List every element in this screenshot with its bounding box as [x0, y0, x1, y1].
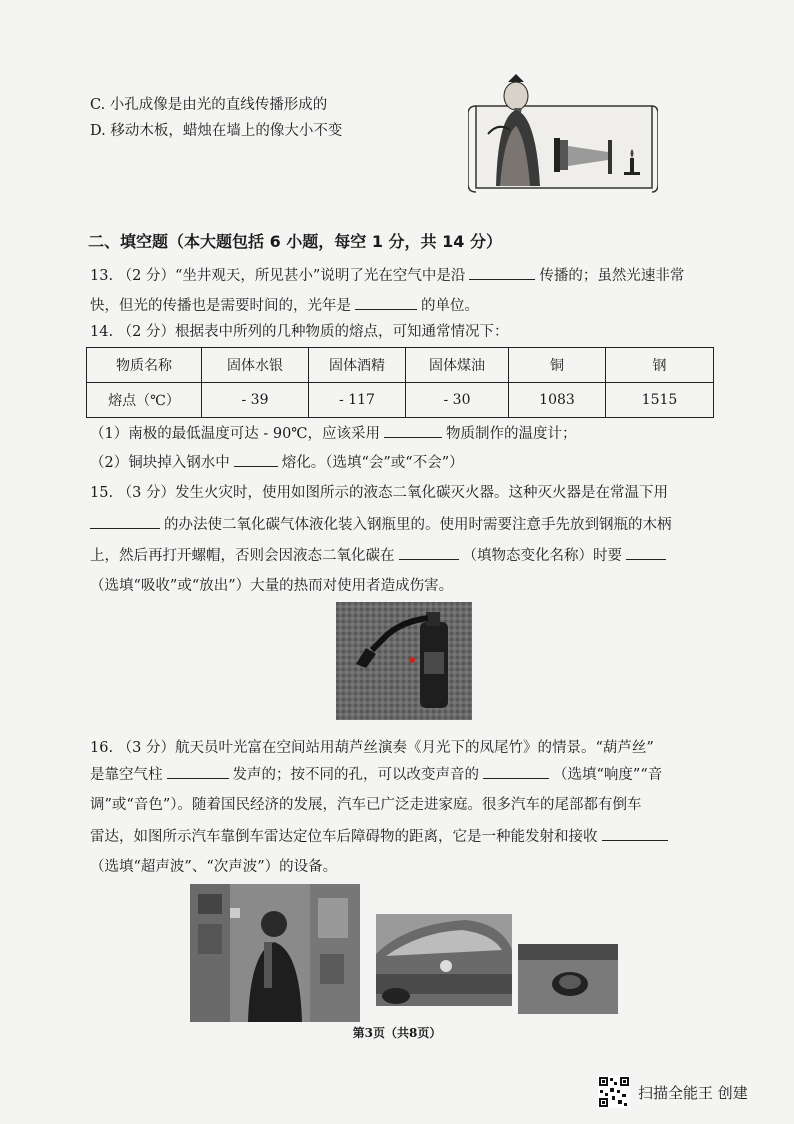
q14-intro: 14. （2 分）根据表中所列的几种物质的熔点，可知通常情况下：: [90, 324, 509, 340]
q13-blank-1[interactable]: [469, 265, 535, 280]
option-c: C. 小孔成像是由光的直线传播形成的: [90, 97, 328, 113]
q15-blank-2[interactable]: [399, 545, 459, 560]
q15-line-1: 15. （3 分）发生火灾时，使用如图所示的液态二氧化碳灭火器。这种灭火器是在常温下用: [90, 485, 668, 501]
table-cell: 固体水银: [202, 348, 309, 383]
q16-blank-1[interactable]: [167, 764, 229, 779]
q15-text-c: 上，然后再打开螺帽，否则会因液态二氧化碳在: [90, 548, 395, 564]
car-rear-photo: [376, 914, 512, 1006]
q16-text-c: （选填“响度”“音: [553, 767, 663, 783]
q14-text-b: 物质制作的温度计；: [446, 426, 577, 442]
q14-sub-1: [90, 423, 577, 444]
q14-blank-1[interactable]: [384, 423, 442, 438]
table-cell: - 30: [406, 383, 509, 418]
q14-text-d: 熔化。（选填“会”或“不会”）: [281, 455, 464, 471]
scanner-watermark: [598, 1076, 748, 1108]
section-title: 二、填空题（本大题包括 6 小题，每空 1 分，共 14 分）: [88, 232, 502, 251]
q16-line-5: （选填“超声波”、“次声波”）的设备。: [90, 859, 338, 875]
pinhole-scroll-illustration: [468, 74, 658, 194]
q14-blank-2[interactable]: [234, 452, 278, 467]
q13-text-d: 的单位。: [421, 298, 479, 314]
table-cell: 1515: [606, 383, 714, 418]
q14-text-c: （2）铜块掉入钢水中: [90, 455, 230, 471]
table-cell: 物质名称: [87, 348, 202, 383]
q15-blank-1[interactable]: [90, 514, 160, 529]
table-row: [87, 383, 714, 418]
table-cell: - 117: [309, 383, 406, 418]
reversing-radar-photo: [518, 944, 618, 1014]
q16-text-d: 雷达，如图所示汽车靠倒车雷达定位车后障碍物的距离，它是一种能发射和接收: [90, 829, 598, 845]
q16-line-2: [90, 764, 662, 785]
table-cell: 固体酒精: [309, 348, 406, 383]
table-cell: 熔点（℃）: [87, 383, 202, 418]
qr-code-icon: [598, 1076, 630, 1108]
astronaut-photo: [190, 884, 360, 1022]
table-header-row: [87, 348, 714, 383]
option-d: D. 移动木板，蜡烛在墙上的像大小不变: [90, 123, 343, 139]
q13-text-b: 传播的；虽然光速非常: [539, 268, 685, 284]
q15-line-3: [90, 545, 670, 566]
melting-point-table: [86, 347, 714, 418]
q13-line-1: [90, 265, 684, 286]
watermark-text: 扫描全能王 创建: [638, 1083, 748, 1102]
q15-line-4: （选填“吸收”或“放出”）大量的热而对使用者造成伤害。: [90, 578, 454, 594]
q16-blank-3[interactable]: [602, 826, 668, 841]
table-cell: 铜: [509, 348, 606, 383]
table-cell: 1083: [509, 383, 606, 418]
q16-line-1: 16. （3 分）航天员叶光富在空间站用葫芦丝演奏《月光下的凤尾竹》的情景。“葫芦丝”: [90, 740, 654, 756]
q15-blank-3[interactable]: [626, 545, 666, 560]
table-cell: - 39: [202, 383, 309, 418]
page-number: 第3页（共8页）: [352, 1026, 442, 1040]
q13-text-c: 快，但光的传播也是需要时间的，光年是: [90, 298, 351, 314]
q16-line-3: 调”或“音色”）。随着国民经济的发展，汽车已广泛走进家庭。很多汽车的尾部都有倒车: [90, 797, 642, 813]
q13-line-2: [90, 295, 479, 316]
table-cell: 钢: [606, 348, 714, 383]
q14-sub-2: [90, 452, 464, 473]
q15-text-d: （填物态变化名称）时要: [462, 548, 622, 564]
fire-extinguisher-photo: [336, 602, 472, 720]
q15-line-2: [90, 514, 672, 535]
q13-blank-2[interactable]: [355, 295, 417, 310]
q16-blank-2[interactable]: [483, 764, 549, 779]
q13-text-a: 13. （2 分）“坐井观天，所见甚小”说明了光在空气中是沿: [90, 268, 466, 284]
q16-text-a: 是靠空气柱: [90, 767, 163, 783]
q15-text-b: 的办法使二氧化碳气体液化装入钢瓶里的。使用时需要注意手先放到钢瓶的木柄: [164, 517, 672, 533]
q14-text-a: （1）南极的最低温度可达 - 90℃，应该采用: [90, 426, 381, 442]
q16-line-4: [90, 826, 672, 847]
table-cell: 固体煤油: [406, 348, 509, 383]
q16-text-b: 发声的；按不同的孔，可以改变声音的: [232, 767, 479, 783]
